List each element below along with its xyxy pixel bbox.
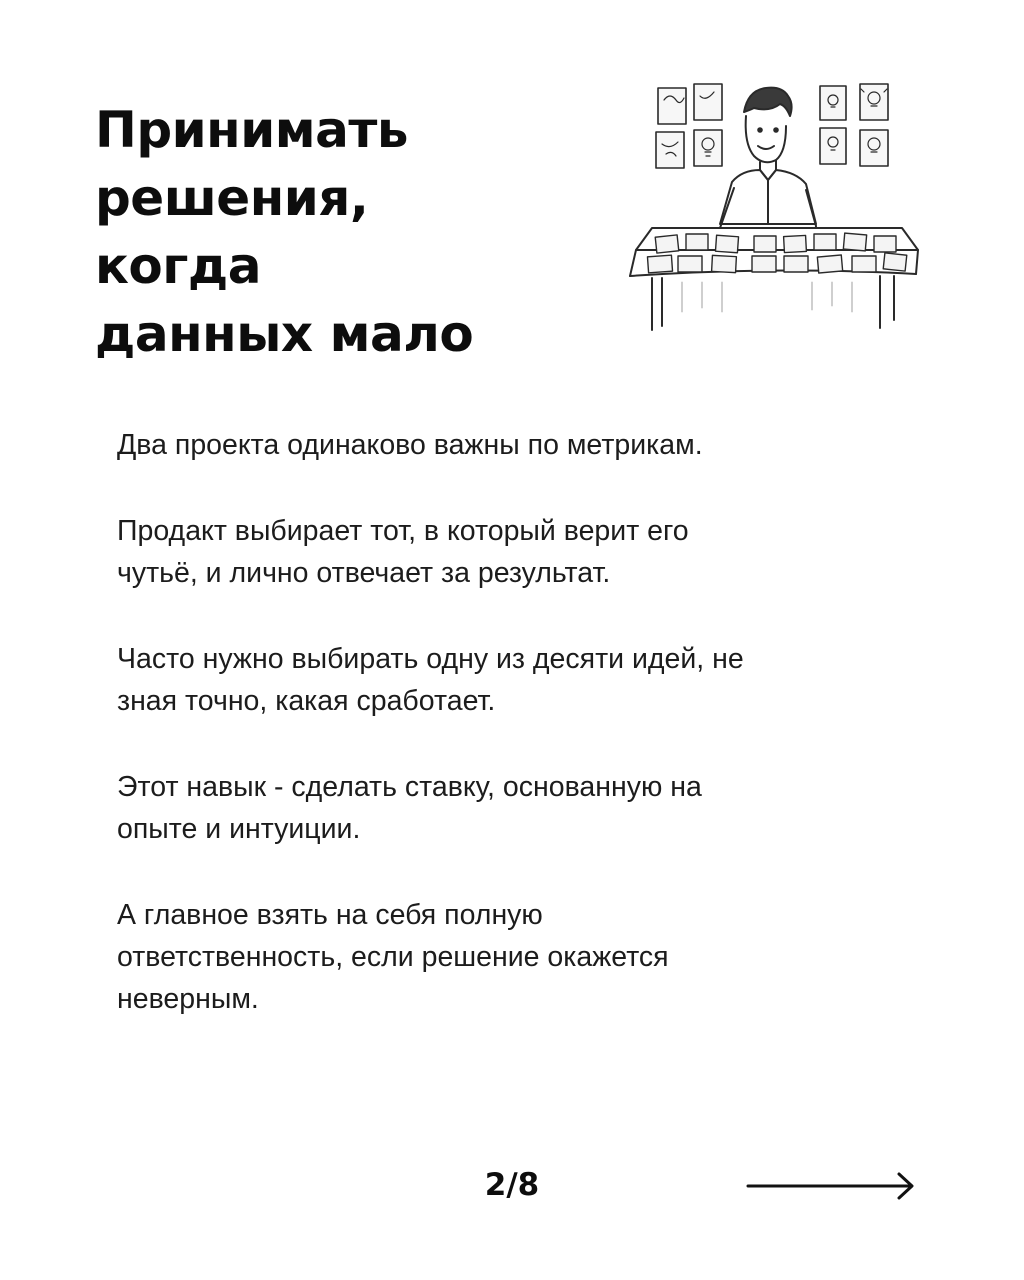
paragraph-line: Этот навык - сделать ставку, основанную на <box>117 771 702 803</box>
paragraph-line: чутьё, и лично отвечает за результат. <box>117 557 611 589</box>
paragraph-line: А главное взять на себя полную <box>117 899 543 931</box>
paragraph-line: опыте и интуиции. <box>117 813 361 845</box>
paragraph <box>117 638 917 722</box>
page-title <box>95 96 615 368</box>
paragraph <box>117 766 917 850</box>
arrow-right-icon[interactable] <box>745 1170 917 1202</box>
title-line: Принимать <box>95 101 408 159</box>
paragraph-line: Часто нужно выбирать одну из десяти идей, не <box>117 643 744 675</box>
paragraph <box>117 510 917 594</box>
title-line: когда <box>95 237 262 295</box>
paragraph-line: ответственность, если решение окажется <box>117 941 669 973</box>
page-indicator: 2/8 <box>484 1167 540 1203</box>
paragraph-line: Продакт выбирает тот, в который верит его <box>117 515 689 547</box>
title-line: решения, <box>95 169 369 227</box>
paragraph-line: зная точно, какая сработает. <box>117 685 496 717</box>
paragraph-line: неверным. <box>117 983 259 1015</box>
paragraph-line: Два проекта одинаково важны по метрикам. <box>117 429 703 461</box>
person-with-idea-cards-illustration <box>612 70 932 380</box>
paragraph <box>117 894 917 1020</box>
title-line: данных мало <box>95 305 474 363</box>
paragraph <box>117 424 917 466</box>
body-text <box>117 424 917 1064</box>
